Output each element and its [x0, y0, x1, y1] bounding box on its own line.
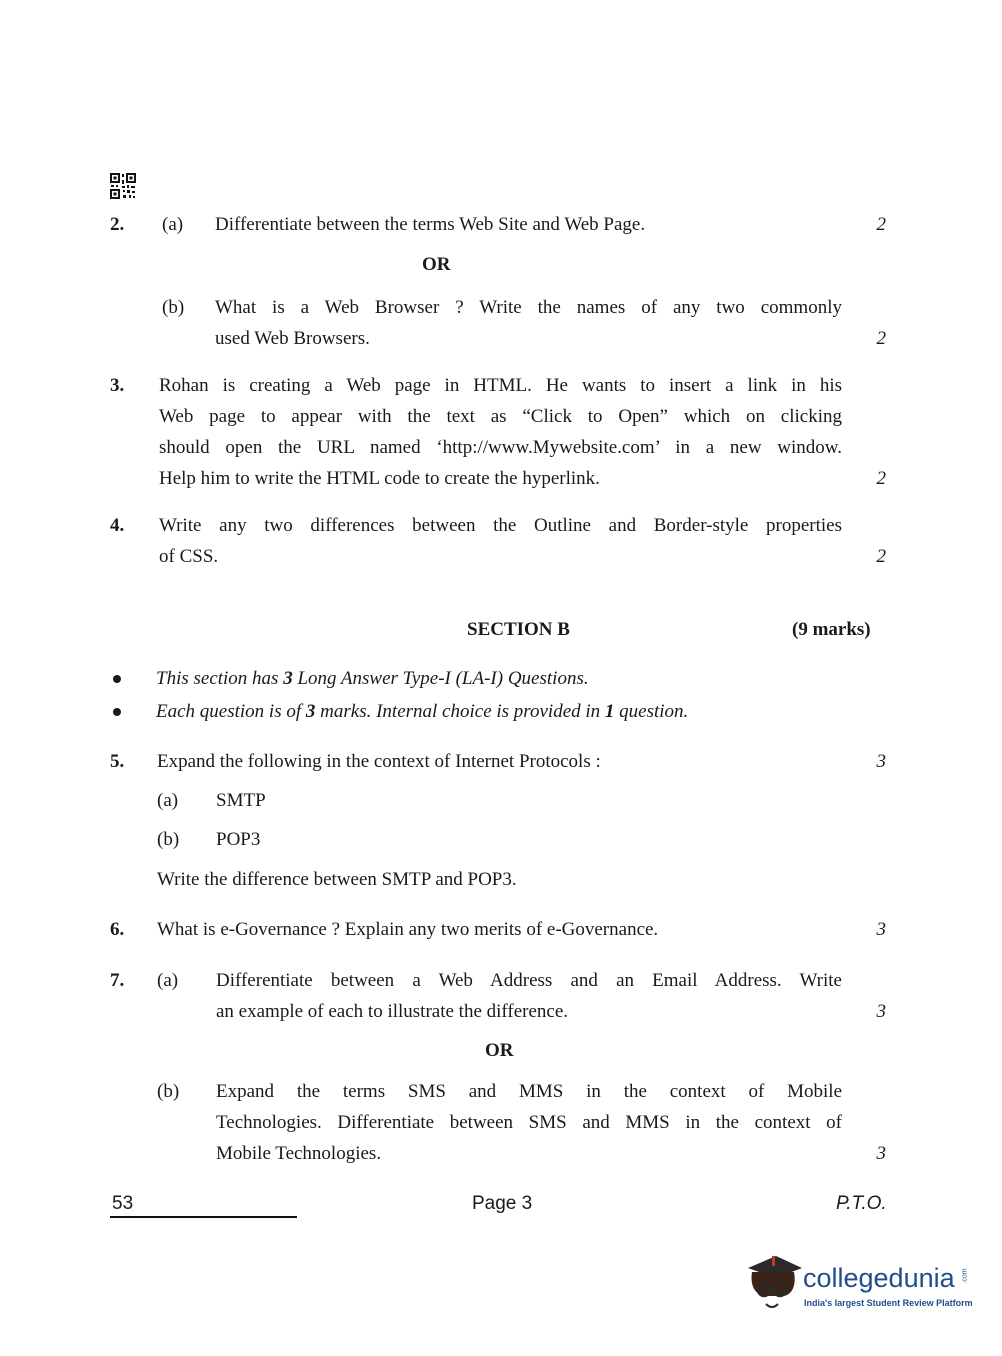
qr-code-icon [110, 173, 136, 199]
question-number: 7. [110, 970, 125, 991]
option-text: SMTP [216, 790, 266, 811]
question-text: What is a Web Browser ? Write the names of any two commonly [215, 297, 842, 318]
marks: 2 [876, 468, 886, 489]
section-title: SECTION B [467, 619, 570, 640]
marks: 3 [876, 751, 886, 772]
question-text: Expand the terms SMS and MMS in the context of Mobile [216, 1081, 842, 1102]
marks: 3 [876, 919, 886, 940]
question-text: Mobile Technologies. [216, 1143, 382, 1164]
option-label: (a) [157, 790, 179, 811]
question-text: of CSS. [159, 546, 219, 567]
or-divider: OR [422, 254, 451, 275]
or-divider: OR [485, 1040, 514, 1061]
question-text: should open the URL named ‘http://www.Mywebsite.com’ in a new window. [159, 437, 842, 458]
question-number: 2. [110, 214, 125, 235]
instruction-text: Each question is of 3 marks. Internal choice is provided in 1 question. [156, 701, 689, 722]
watermark-domain: .com [961, 1268, 969, 1284]
watermark-tagline: India's largest Student Review Platform [804, 1298, 973, 1308]
question-text: an example of each to illustrate the difference. [216, 1001, 569, 1022]
collegedunia-logo-icon [742, 1250, 804, 1316]
marks: 3 [876, 1001, 886, 1022]
question-text: What is e-Governance ? Explain any two merits of e-Governance. [157, 919, 659, 940]
pto-label: P.T.O. [836, 1193, 887, 1214]
watermark-brand: collegedunia [803, 1263, 955, 1293]
marks: 2 [876, 546, 886, 567]
question-number: 5. [110, 751, 125, 772]
question-text: Write any two differences between the Outline and Border-style properties [159, 515, 842, 536]
option-label: (a) [162, 214, 184, 235]
bullet-icon [113, 675, 121, 683]
question-number: 4. [110, 515, 125, 536]
marks: 2 [876, 214, 886, 235]
question-number: 6. [110, 919, 125, 940]
instruction-text: This section has 3 Long Answer Type-I (LA-I) Questions. [156, 668, 589, 689]
footer-rule [110, 1216, 297, 1218]
question-text: Web page to appear with the text as “Click to Open” which on clicking [159, 406, 842, 427]
option-label: (a) [157, 970, 179, 991]
option-label: (b) [162, 297, 185, 318]
marks: 2 [876, 328, 886, 349]
option-label: (b) [157, 1081, 180, 1102]
question-text: Differentiate between a Web Address and an Email Address. Write [216, 970, 842, 991]
question-text: Expand the following in the context of Internet Protocols : [157, 751, 601, 772]
bullet-icon [113, 708, 121, 716]
paper-code: 53 [112, 1193, 134, 1214]
question-text: used Web Browsers. [215, 328, 370, 349]
question-text: Technologies. Differentiate between SMS and MMS in the context of [216, 1112, 842, 1133]
page-number: Page 3 [472, 1193, 533, 1214]
question-text: Write the difference between SMTP and POP3. [157, 869, 517, 890]
section-marks: (9 marks) [792, 619, 871, 640]
question-text: Rohan is creating a Web page in HTML. He wants to insert a link in his [159, 375, 842, 396]
option-text: POP3 [216, 829, 261, 850]
question-text: Help him to write the HTML code to create the hyperlink. [159, 468, 600, 489]
marks: 3 [876, 1143, 886, 1164]
question-number: 3. [110, 375, 125, 396]
option-label: (b) [157, 829, 180, 850]
question-text: Differentiate between the terms Web Site and Web Page. [215, 214, 646, 235]
